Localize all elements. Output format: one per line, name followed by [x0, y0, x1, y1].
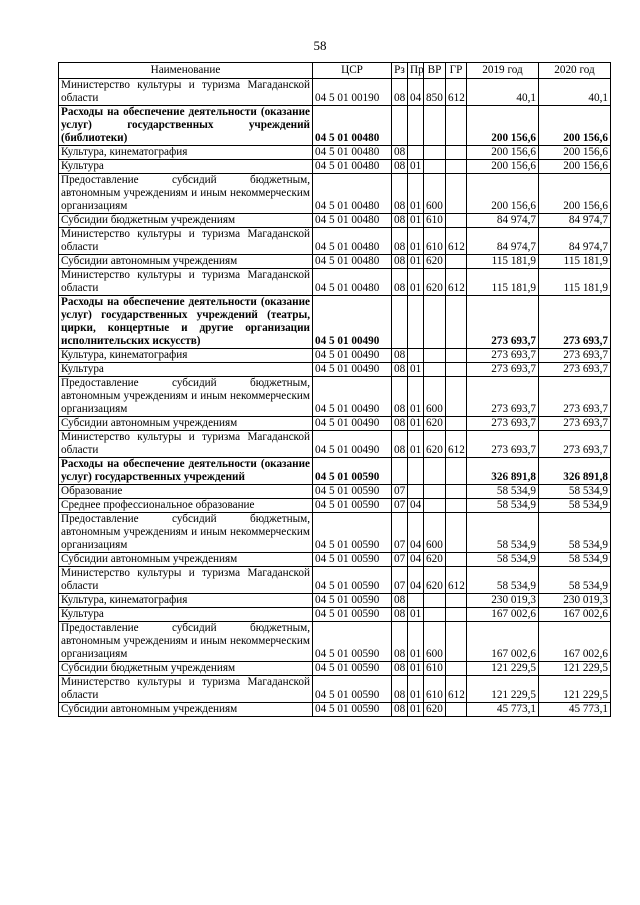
table-header-row [59, 63, 611, 79]
row-csr: 04 5 01 00590 [313, 553, 392, 567]
table-row [59, 485, 611, 499]
row-gr [446, 106, 467, 146]
row-pr: 04 [408, 567, 424, 594]
row-amount-2019: 40,1 [467, 79, 539, 106]
row-amount-2020: 273 693,7 [539, 431, 611, 458]
row-vr [424, 160, 446, 174]
row-amount-2020: 167 002,6 [539, 622, 611, 662]
table-row [59, 214, 611, 228]
row-pr: 01 [408, 363, 424, 377]
row-vr [424, 349, 446, 363]
row-rz: 07 [392, 485, 408, 499]
row-vr: 610 [424, 662, 446, 676]
row-csr: 04 5 01 00480 [313, 106, 392, 146]
row-name: Предоставление субсидий бюджетным, автономным учреждениям и иным некоммерческим организациям [59, 377, 313, 417]
row-pr [408, 146, 424, 160]
row-rz: 07 [392, 499, 408, 513]
row-amount-2020: 84 974,7 [539, 214, 611, 228]
row-amount-2020: 273 693,7 [539, 377, 611, 417]
row-pr [408, 349, 424, 363]
row-pr: 04 [408, 553, 424, 567]
header-gr: ГР [446, 63, 467, 79]
row-csr: 04 5 01 00490 [313, 296, 392, 349]
row-pr [408, 296, 424, 349]
row-amount-2020: 58 534,9 [539, 553, 611, 567]
row-amount-2019: 326 891,8 [467, 458, 539, 485]
row-amount-2019: 273 693,7 [467, 296, 539, 349]
table-row [59, 363, 611, 377]
row-amount-2019: 58 534,9 [467, 553, 539, 567]
row-pr: 01 [408, 174, 424, 214]
row-name: Субсидии бюджетным учреждениям [59, 662, 313, 676]
row-pr: 01 [408, 417, 424, 431]
row-csr: 04 5 01 00480 [313, 174, 392, 214]
row-rz: 08 [392, 79, 408, 106]
row-amount-2020: 58 534,9 [539, 513, 611, 553]
row-vr: 620 [424, 255, 446, 269]
row-amount-2019: 58 534,9 [467, 513, 539, 553]
row-amount-2020: 273 693,7 [539, 296, 611, 349]
row-vr: 610 [424, 214, 446, 228]
row-gr [446, 377, 467, 417]
row-gr [446, 255, 467, 269]
row-name: Культура, кинематография [59, 146, 313, 160]
row-rz: 07 [392, 567, 408, 594]
row-vr [424, 146, 446, 160]
row-rz: 08 [392, 417, 408, 431]
row-amount-2019: 84 974,7 [467, 214, 539, 228]
row-gr [446, 363, 467, 377]
row-pr [408, 485, 424, 499]
row-amount-2019: 200 156,6 [467, 146, 539, 160]
row-amount-2020: 230 019,3 [539, 594, 611, 608]
row-gr [446, 594, 467, 608]
row-rz: 08 [392, 214, 408, 228]
row-pr: 01 [408, 255, 424, 269]
row-pr: 01 [408, 703, 424, 717]
row-csr: 04 5 01 00480 [313, 228, 392, 255]
row-rz: 08 [392, 662, 408, 676]
row-vr [424, 594, 446, 608]
row-gr [446, 499, 467, 513]
row-rz: 08 [392, 377, 408, 417]
row-name: Культура, кинематография [59, 594, 313, 608]
row-gr [446, 553, 467, 567]
row-vr: 850 [424, 79, 446, 106]
row-name: Образование [59, 485, 313, 499]
row-rz: 08 [392, 269, 408, 296]
row-csr: 04 5 01 00490 [313, 431, 392, 458]
row-rz: 08 [392, 431, 408, 458]
row-rz: 08 [392, 594, 408, 608]
row-pr: 04 [408, 499, 424, 513]
table-row [59, 269, 611, 296]
row-amount-2020: 40,1 [539, 79, 611, 106]
table-row [59, 458, 611, 485]
row-rz: 07 [392, 513, 408, 553]
row-amount-2019: 273 693,7 [467, 431, 539, 458]
row-pr [408, 458, 424, 485]
row-vr: 610 [424, 228, 446, 255]
row-pr: 01 [408, 214, 424, 228]
row-amount-2019: 273 693,7 [467, 349, 539, 363]
row-csr: 04 5 01 00490 [313, 349, 392, 363]
row-amount-2019: 58 534,9 [467, 567, 539, 594]
row-gr [446, 146, 467, 160]
row-amount-2020: 167 002,6 [539, 608, 611, 622]
row-amount-2019: 121 229,5 [467, 662, 539, 676]
table-row [59, 608, 611, 622]
row-csr: 04 5 01 00590 [313, 485, 392, 499]
row-rz: 08 [392, 349, 408, 363]
row-csr: 04 5 01 00590 [313, 458, 392, 485]
table-row [59, 513, 611, 553]
row-gr [446, 296, 467, 349]
row-amount-2020: 326 891,8 [539, 458, 611, 485]
header-pr: Пр [408, 63, 424, 79]
row-vr [424, 485, 446, 499]
table-row [59, 594, 611, 608]
row-name: Министерство культуры и туризма Магаданской области [59, 269, 313, 296]
row-rz: 08 [392, 703, 408, 717]
table-row [59, 377, 611, 417]
row-name: Министерство культуры и туризма Магаданской области [59, 676, 313, 703]
row-name: Расходы на обеспечение деятельности (оказание услуг) государственных учреждений [59, 458, 313, 485]
row-gr: 612 [446, 567, 467, 594]
header-2020: 2020 год [539, 63, 611, 79]
row-gr: 612 [446, 269, 467, 296]
row-pr: 01 [408, 377, 424, 417]
row-amount-2019: 45 773,1 [467, 703, 539, 717]
row-name: Министерство культуры и туризма Магаданской области [59, 431, 313, 458]
row-csr: 04 5 01 00490 [313, 417, 392, 431]
table-row [59, 499, 611, 513]
row-name: Министерство культуры и туризма Магаданской области [59, 79, 313, 106]
table-row [59, 228, 611, 255]
row-gr [446, 485, 467, 499]
row-pr: 04 [408, 79, 424, 106]
row-amount-2020: 115 181,9 [539, 269, 611, 296]
row-rz: 08 [392, 676, 408, 703]
row-vr: 620 [424, 567, 446, 594]
row-name: Культура [59, 363, 313, 377]
row-vr: 620 [424, 703, 446, 717]
row-pr: 01 [408, 608, 424, 622]
table-row [59, 146, 611, 160]
header-csr: ЦСР [313, 63, 392, 79]
row-amount-2020: 200 156,6 [539, 174, 611, 214]
row-pr [408, 594, 424, 608]
row-amount-2020: 200 156,6 [539, 106, 611, 146]
row-csr: 04 5 01 00590 [313, 499, 392, 513]
row-vr: 600 [424, 513, 446, 553]
row-amount-2020: 273 693,7 [539, 363, 611, 377]
row-name: Субсидии автономным учреждениям [59, 417, 313, 431]
table-row [59, 349, 611, 363]
row-gr: 612 [446, 676, 467, 703]
row-name: Предоставление субсидий бюджетным, автономным учреждениям и иным некоммерческим организациям [59, 513, 313, 553]
row-pr: 01 [408, 431, 424, 458]
row-amount-2020: 121 229,5 [539, 662, 611, 676]
row-name: Субсидии автономным учреждениям [59, 553, 313, 567]
row-amount-2019: 58 534,9 [467, 485, 539, 499]
row-csr: 04 5 01 00590 [313, 567, 392, 594]
row-amount-2020: 115 181,9 [539, 255, 611, 269]
row-name: Предоставление субсидий бюджетным, автономным учреждениям и иным некоммерческим организациям [59, 622, 313, 662]
row-vr [424, 499, 446, 513]
row-csr: 04 5 01 00480 [313, 146, 392, 160]
row-rz: 08 [392, 160, 408, 174]
row-csr: 04 5 01 00590 [313, 513, 392, 553]
row-pr [408, 106, 424, 146]
row-amount-2020: 200 156,6 [539, 160, 611, 174]
row-gr [446, 160, 467, 174]
table-row [59, 567, 611, 594]
row-vr [424, 363, 446, 377]
row-vr: 620 [424, 417, 446, 431]
table-row [59, 255, 611, 269]
row-gr [446, 417, 467, 431]
row-csr: 04 5 01 00590 [313, 622, 392, 662]
row-name: Расходы на обеспечение деятельности (оказание услуг) государственных учреждений (театры, цирки, концертные и другие организации исполнительских искусств) [59, 296, 313, 349]
table-row [59, 79, 611, 106]
row-amount-2019: 58 534,9 [467, 499, 539, 513]
row-name: Министерство культуры и туризма Магаданской области [59, 567, 313, 594]
row-name: Среднее профессиональное образование [59, 499, 313, 513]
row-gr [446, 608, 467, 622]
table-row [59, 703, 611, 717]
row-pr: 01 [408, 228, 424, 255]
row-gr [446, 513, 467, 553]
row-amount-2020: 58 534,9 [539, 567, 611, 594]
row-gr: 612 [446, 79, 467, 106]
row-gr: 612 [446, 228, 467, 255]
table-row [59, 296, 611, 349]
row-amount-2020: 273 693,7 [539, 349, 611, 363]
table-body [59, 79, 611, 717]
row-amount-2019: 167 002,6 [467, 622, 539, 662]
row-amount-2019: 200 156,6 [467, 160, 539, 174]
header-rz: Рз [392, 63, 408, 79]
row-name: Предоставление субсидий бюджетным, автономным учреждениям и иным некоммерческим организациям [59, 174, 313, 214]
row-vr: 610 [424, 676, 446, 703]
row-pr: 04 [408, 513, 424, 553]
row-csr: 04 5 01 00480 [313, 255, 392, 269]
table-row [59, 662, 611, 676]
row-vr: 620 [424, 431, 446, 458]
row-name: Культура [59, 160, 313, 174]
row-amount-2020: 273 693,7 [539, 417, 611, 431]
row-gr [446, 458, 467, 485]
row-vr: 600 [424, 174, 446, 214]
table-row [59, 431, 611, 458]
row-amount-2019: 121 229,5 [467, 676, 539, 703]
row-csr: 04 5 01 00590 [313, 703, 392, 717]
header-vr: ВР [424, 63, 446, 79]
row-amount-2019: 230 019,3 [467, 594, 539, 608]
header-name: Наименование [59, 63, 313, 79]
row-csr: 04 5 01 00480 [313, 160, 392, 174]
row-gr [446, 622, 467, 662]
row-amount-2019: 84 974,7 [467, 228, 539, 255]
table-row [59, 417, 611, 431]
row-csr: 04 5 01 00190 [313, 79, 392, 106]
row-name: Субсидии автономным учреждениям [59, 255, 313, 269]
row-rz: 07 [392, 553, 408, 567]
row-vr: 620 [424, 553, 446, 567]
row-vr: 600 [424, 622, 446, 662]
row-rz: 08 [392, 622, 408, 662]
header-2019: 2019 год [467, 63, 539, 79]
row-csr: 04 5 01 00480 [313, 269, 392, 296]
row-vr [424, 296, 446, 349]
row-csr: 04 5 01 00480 [313, 214, 392, 228]
table-row [59, 106, 611, 146]
row-amount-2019: 273 693,7 [467, 377, 539, 417]
table-row [59, 174, 611, 214]
row-name: Субсидии бюджетным учреждениям [59, 214, 313, 228]
table-row [59, 553, 611, 567]
row-rz: 08 [392, 146, 408, 160]
row-gr [446, 174, 467, 214]
row-vr [424, 106, 446, 146]
row-amount-2020: 58 534,9 [539, 485, 611, 499]
row-rz: 08 [392, 608, 408, 622]
row-pr: 01 [408, 160, 424, 174]
row-amount-2020: 45 773,1 [539, 703, 611, 717]
row-amount-2020: 121 229,5 [539, 676, 611, 703]
row-rz: 08 [392, 228, 408, 255]
row-name: Министерство культуры и туризма Магаданской области [59, 228, 313, 255]
row-vr: 620 [424, 269, 446, 296]
row-amount-2020: 200 156,6 [539, 146, 611, 160]
row-csr: 04 5 01 00490 [313, 363, 392, 377]
row-vr: 600 [424, 377, 446, 417]
row-amount-2019: 115 181,9 [467, 269, 539, 296]
row-rz: 08 [392, 174, 408, 214]
row-csr: 04 5 01 00590 [313, 676, 392, 703]
row-name: Культура, кинематография [59, 349, 313, 363]
row-amount-2020: 58 534,9 [539, 499, 611, 513]
row-amount-2019: 115 181,9 [467, 255, 539, 269]
row-gr [446, 214, 467, 228]
row-amount-2020: 84 974,7 [539, 228, 611, 255]
row-csr: 04 5 01 00590 [313, 608, 392, 622]
budget-table [58, 62, 611, 717]
row-amount-2019: 273 693,7 [467, 417, 539, 431]
row-rz [392, 106, 408, 146]
row-amount-2019: 273 693,7 [467, 363, 539, 377]
row-amount-2019: 200 156,6 [467, 174, 539, 214]
row-pr: 01 [408, 662, 424, 676]
row-amount-2019: 200 156,6 [467, 106, 539, 146]
row-csr: 04 5 01 00490 [313, 377, 392, 417]
row-name: Культура [59, 608, 313, 622]
row-pr: 01 [408, 269, 424, 296]
row-rz: 08 [392, 255, 408, 269]
row-vr [424, 608, 446, 622]
row-vr [424, 458, 446, 485]
row-amount-2019: 167 002,6 [467, 608, 539, 622]
table-row [59, 676, 611, 703]
row-name: Субсидии автономным учреждениям [59, 703, 313, 717]
table-row [59, 622, 611, 662]
row-rz [392, 458, 408, 485]
table-row [59, 160, 611, 174]
row-gr [446, 349, 467, 363]
row-rz: 08 [392, 363, 408, 377]
row-pr: 01 [408, 676, 424, 703]
row-csr: 04 5 01 00590 [313, 662, 392, 676]
row-gr [446, 703, 467, 717]
row-gr: 612 [446, 431, 467, 458]
row-rz [392, 296, 408, 349]
row-pr: 01 [408, 622, 424, 662]
row-name: Расходы на обеспечение деятельности (оказание услуг) государственных учреждений (библиотеки) [59, 106, 313, 146]
row-gr [446, 662, 467, 676]
row-csr: 04 5 01 00590 [313, 594, 392, 608]
page-number: 58 [313, 38, 327, 53]
